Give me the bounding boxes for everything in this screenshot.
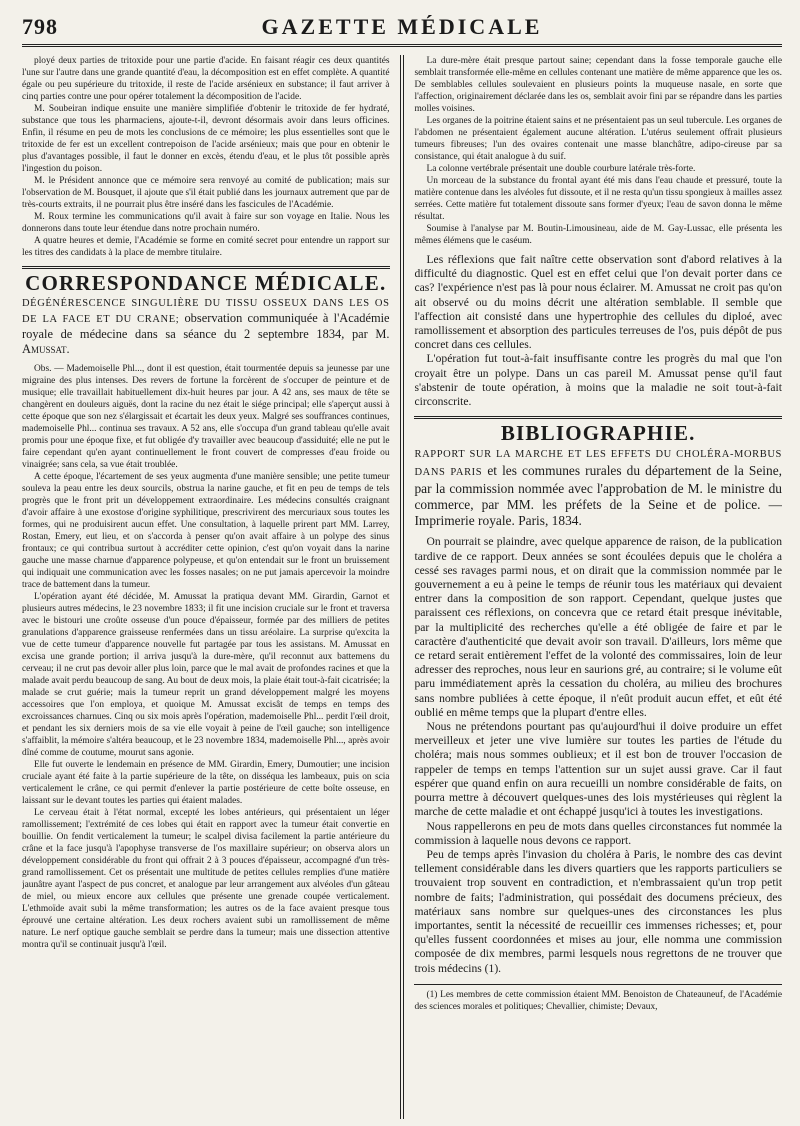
paragraph: Soumise à l'analyse par M. Boutin-Limousineau, aide de M. Gay-Lussac, elle présenta les mêmes élémens que le caséum. xyxy=(414,224,782,246)
left-column xyxy=(22,55,400,1119)
page-header xyxy=(22,10,782,47)
paragraph: M. Soubeiran indique ensuite une manière simplifiée d'obtenir le tritoxide de fer hydraté, substance que tous les pharmaciens, ajoute-t-il, devront désormais avoir dans leurs officines. Enfin, il résume en peu de mots les conclusions de ce mémoire; les plus essentielles sont que le tritoxide de fer est un excellent contrepoison de l'acide arsénieux; mais que pour en obtenir le plus d'avantages possible, il faut le donner en excès, étendu d'eau, et le plus tôt possible après l'ingestion du poison. xyxy=(22,104,390,174)
paragraph: M. Roux termine les communications qu'il avait à faire sur son voyage en Italie. Nous les donnerons dans toute leur étendue dans notre prochain numéro. xyxy=(22,212,390,234)
paragraph: M. le Président annonce que ce mémoire sera renvoyé au comité de publication; mais sur l'observation de M. Bousquet, il ajoute que s'il était publié dans les journaux autrement que par de très-courts extraits, il ne pourrait plus être inséré dans les fascicules de l'Académie. xyxy=(22,176,390,210)
article-author: Amussat. xyxy=(22,342,70,357)
footnote-rule xyxy=(414,984,782,985)
paragraph: Nous rappellerons en peu de mots dans quelles circonstances fut nommée la commission à laquelle nous devons ce rapport. xyxy=(414,819,782,847)
paragraph: A cette époque, l'écartement de ses yeux augmenta d'une manière sensible; une petite tumeur souleva la peau entre les deux sourcils, obstrua la narine gauche, et fit en peu de temps de tels progrès que le front prit un développement extraordinaire. Les médecins consultés craignant d'avoir affaire à une exostose d'origine syphilitique, prescrivirent des mercuriaux sous toutes les formes, qui ne produisirent aucun effet. Une consultation, à laquelle prirent part MM. Larrey, Rostan, Emery, eut lieu, et on s'accorda à penser qu'on avait affaire à un polype des sinus frontaux; ce qui contribua surtout à accréditer cette opinion, c'est qu'on voyait dans la narine gauche une masse charnue d'apparence polypeuse, et qu'on entendait sur le front un bruissement qui indiquait une communication avec les fosses nasales; on ne put jamais apercevoir la moindre trace de battement dans la tumeur. xyxy=(22,472,390,591)
paragraph: Obs. — Mademoiselle Phl..., dont il est question, était tourmentée depuis sa jeunesse par une migraine des plus intenses. Des revers de fortune la forcèrent de s'occuper de peinture et de musique; elle travaillait habituellement dix-huit heures par jour. A 42 ans, ses maux de tête se changèrent en douleurs aiguës, dont la racine du nez était le siége principal; elle s'aperçut aussi à cette époque que son nez s'élargissait et écartait les deux yeux. Malgré ses souffrances continues, mademoiselle Phl... continua ses travaux. A 52 ans, elle s'occupa d'un grand tableau qu'elle avait promis pour une époque fixe, et fut obligée d'y travailler avec beaucoup d'assiduité; elle ne put le faire cependant qu'en ayant continuellement le front couvert de compresses d'eau froide ou vinaigrée; sans cela, sa vue était troublée. xyxy=(22,364,390,471)
report-title xyxy=(414,445,782,529)
article-title xyxy=(22,295,390,357)
section-divider xyxy=(414,416,782,419)
two-column-body xyxy=(22,55,782,1119)
paragraph: Les organes de la poitrine étaient sains et ne présentaient pas un seul tubercule. Les organes de l'abdomen ne présentaient également aucune altération. L'utérus seulement offrait plusieurs tumeurs fibreuses; l'un des ovaires contenait une masse blanchâtre, adipo-cireuse par sa consistance, qui était analogue à du suif. xyxy=(414,116,782,162)
paragraph: Les réflexions que fait naître cette observation sont d'abord relatives à la difficulté du diagnostic. Quel est en effet celui que l'on devait porter dans ce cas? l'expérience n'est pas là pour nous éclairer. M. Amussat ne croit pas qu'on ait observé ou du moins décrit une altération semblable. Il semble que l'affection ait consisté dans une hypertrophie des cellules du diploé, avec ramollissement et absorption des particules terreuses de l'os, puis dépôt de pus concret dans ces cellules. xyxy=(414,253,782,352)
paragraph: Nous ne prétendons pourtant pas qu'aujourd'hui il doive produire un effet merveilleux et jeter une vive lumière sur toutes les parties de l'étude du choléra; mais nous sommes oublieux; et il est bon de trouver l'occasion de rappeler de temps en temps l'attention sur un sujet aussi grave. Car il faut espérer que quand enfin on aura recueilli un nombre considérable de faits, on pourra mettre à découvert quelques-unes des lois mystérieuses qui règlent la marche de cette maladie et ont échappé jusqu'ici à toutes les investigations. xyxy=(414,720,782,819)
footnote: (1) Les membres de cette commission étaient MM. Benoiston de Chateauneuf, de l'Académie des sciences morales et politiques; Chevallier, chimiste; Devaux, xyxy=(414,989,782,1012)
right-column xyxy=(404,55,782,1119)
paragraph: Un morceau de la substance du frontal ayant été mis dans l'eau chaude et pressuré, toute la matière contenue dans les alvéoles fut dissoute, et il ne resta qu'un tissu spongieux à mailles assez serrées. Cette matière fut totalement dissoute sans former d'yeux; l'eau de savon donna le même résultat. xyxy=(414,176,782,222)
paragraph: A quatre heures et demie, l'Académie se forme en comité secret pour entendre un rapport sur les titres des candidats à la place de membre titulaire. xyxy=(22,236,390,258)
section-heading-bibliographie: BIBLIOGRAPHIE. xyxy=(500,421,696,446)
article-title-rest: observation communiquée à l'Académie royale de médecine dans sa séance du 2 septembre 1834, par M. xyxy=(22,311,390,342)
running-title: GAZETTE MÉDICALE xyxy=(261,14,543,39)
paragraph: Le cerveau était à l'état normal, excepté les lobes antérieurs, qui présentaient un léger ramollissement; l'extrémité de ces lobes qui était en rapport avec la tumeur était convertie en bouillie. On fendit verticalement la tumeur; le scalpel divisa facilement la partie antérieure du crâne et la face jusqu'à l'apophyse transverse de l'os maxillaire supérieur; on observa alors un développement considérable du front qui offrait 2 à 3 pouces d'épaisseur, accompagné d'un très-grand ramollissement. Cet os présentait une multitude de petites cellules remplies d'une matière jaunâtre ayant l'aspect de pus concret, et analogue par leur arrangement aux alvéoles d'un gâteau de miel, ou mieux encore aux cellules que présente une grenade coupée verticalement. L'ethmoïde avait subi la même transformation; les autres os de la face avaient presque tous éprouvé une certaine altération. Les deux rochers avaient subi un ramollissement de même nature. Le nerf optique gauche semblait se perdre dans la tumeur; mais une dissection attentive montra qu'il se continuait jusqu'à l'œil. xyxy=(22,808,390,951)
section-heading-correspondance: CORRESPONDANCE MÉDICALE. xyxy=(25,271,387,295)
report-title-rest: et les communes rurales du département de la Seine, par la commission nommée avec l'approbation de M. le ministre du commerce, par MM. les préfets de la Seine et de police. — Imprimerie royale. Paris, 1834. xyxy=(414,463,782,529)
paragraph: Elle fut ouverte le lendemain en présence de MM. Girardin, Emery, Dumoutier; une incision cruciale ayant été faite à la partie supérieure de la tête, on disséqua les lambeaux, puis on scia verticalement le crâne, ce qui permit d'enlever la partie postérieure de cette boîte osseuse, en laissant sur le devant toutes les parties qui étaient malades. xyxy=(22,760,390,807)
paragraph: L'opération ayant été décidée, M. Amussat la pratiqua devant MM. Girardin, Garnot et plusieurs autres médecins, le 23 novembre 1833; il fit une incision cruciale sur le front et traversa avec le bistouri une croûte osseuse d'un pouce d'épaisseur, formée par des milliers de petites granulations d'apparence graisseuse renfermées dans un tissu aréolaire. La surprise qu'excita la vue de cette tumeur d'apparence nouvelle fut partagée par tous les assistans. M. Amussat en excisa une grande portion; il arriva jusqu'à la dure-mère, qu'il reconnut aux battemens du cerveau; il ne crut pas devoir aller plus loin, parce que le mal avait de profondes racines et que la malade avait perdu beaucoup de sang. Au bout de deux mois, la plaie était tout-à-fait cicatrisée; la malade se crut guérie; mais la tumeur reprit un grand développement malgré les moyens accessoires que l'on employa, et quoique M. Amussat excisât de temps en temps des excroissances charnues. Cinq ou six mois après l'opération, mademoiselle Phl... perdit l'œil droit, et pendant les six derniers mois de sa vie elle voyait à peine de l'œil gauche; son intelligence s'affaiblit, la mémoire s'altéra beaucoup, et le 23 novembre 1834, mademoiselle Phl..., après avoir dîné comme de coutume, mourut sans agonie. xyxy=(22,592,390,759)
paragraph: On pourrait se plaindre, avec quelque apparence de raison, de la publication tardive de ce rapport. Deux années se sont écoulées depuis que le choléra a cessé ses ravages parmi nous, et on dirait que la commission nommée par le gouvernement a eu à peine le temps de réunir tous les matériaux qui devaient entrer dans la composition de son rapport. Cependant, quelque justes que paraissent ces réflexions, on concevra que ce retard était presque inévitable, par la multiplicité des recherches qu'elle a été obligée de faire et par le caractère d'authenticité que devait avoir son travail. D'ailleurs, lors même que ce retard serait entièrement l'effet de la volonté des commissaires, loin de leur adresser des reproches, nous leur en saurions gré, au contraire; si le volume eût paru immédiatement après la cessation du choléra, au milieu des brochures sans nombre publiées à cette époque, il n'eût produit aucun effet, et eût été oublié en même temps que la plupart d'entre elles. xyxy=(414,535,782,719)
paragraph: Peu de temps après l'invasion du choléra à Paris, le nombre des cas devint tellement considérable dans les divers quartiers que les rapports particuliers se trouvaient trop souvent en contradiction, et n'embrassaient qu'un trop petit nombre de faits; l'administration, qui possédait des documens précieux, des matériaux sans nombre sur quelques-unes des circonstances les plus importantes, sentit la nécessité de recueillir ces immenses richesses; et, pour qu'elles fussent coordonnées et mises au jour, elle nomma une commission composée de dix membres, parmi lesquels nous regrettons de ne trouver que trois médecins (1). xyxy=(414,847,782,975)
page-number: 798 xyxy=(22,14,58,39)
report-title-lead: RAPPORT SUR LA MARCHE ET LES EFFETS DU CHOLÉRA-MORBUS DANS PARIS xyxy=(414,449,782,479)
section-divider xyxy=(22,266,390,269)
paragraph: L'opération fut tout-à-fait insuffisante contre les progrès du mal que l'on croyait être un polype. Dans un cas pareil M. Amussat pense qu'il faut s'abstenir de toute opération, à moins que la maladie ne soit tout-à-fait circonscrite. xyxy=(414,352,782,409)
paragraph: La colonne vertébrale présentait une double courbure latérale très-forte. xyxy=(426,164,696,174)
paragraph: ployé deux parties de tritoxide pour une partie d'acide. En faisant réagir ces deux quantités l'une sur l'autre dans une grande quantité d'eau, la décomposition est en effet complète. A quantité égale ou peu supérieure du tritoxide, il reste de l'acide arsénieux en substance; il faut arriver à cinq parties contre une pour opérer totalement la décomposition de l'acide. xyxy=(22,56,390,102)
paragraph: La dure-mère était presque partout saine; cependant dans la fosse temporale gauche elle semblait transformée elle-même en cellules contenant une matière de même apparence que les os. De semblables cellules soulevaient en plusieurs points la muqueuse nasale, en sorte que l'affection, originairement déclarée dans les os, semblait avoir fini par se répandre dans les parties molles voisines. xyxy=(414,56,782,114)
article-title-lead: DÉGÉNÉRESCENCE SINGULIÈRE DU TISSU OSSEUX DANS LES OS DE LA FACE ET DU CRANE; xyxy=(22,298,390,326)
